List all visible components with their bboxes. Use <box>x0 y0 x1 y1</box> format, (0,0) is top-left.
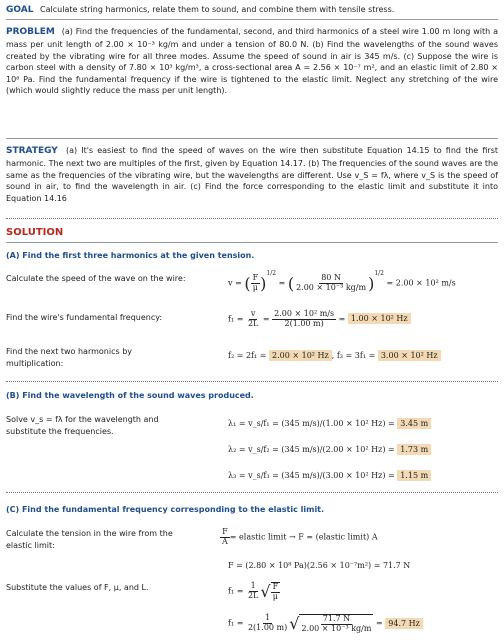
one-over-length <box>246 614 289 633</box>
lambda3-result: 1.15 m <box>397 470 431 481</box>
twol-symbol-c: 2L <box>247 591 259 601</box>
v-symbol: v <box>250 309 256 318</box>
wavelength-line-3 <box>228 470 431 482</box>
problem-text: (a) Find the frequencies of the fundamental, second, and third harmonics of a steel wire 1.00 m long with a mass per unit length of 2.00 × 10⁻³ kg/m and under a tension of 80.0 N. (b) Find the wavelengths of the sound waves created by the vibrating wire for all three modes. Assume the speed of sound in air is 345 m/s. (c) Suppose the wire is carbon steel with a density of 7.80 × 10³ kg/m³, a cross-sectional area A = 2.56 × 10⁻⁷ m², and an elastic limit of 2.80 × 10⁸ Pa. Find the fundamental frequency if the wire is tightened to the elastic limit. Neglect any stretching of the wire (which would slightly reduce the mass per unit length). <box>6 27 499 96</box>
part-a-step3-equation <box>228 350 441 362</box>
lambda2-expr: λ₂ = v_s/f₂ = (345 m/s)/(2.00 × 10² Hz) = <box>228 445 398 454</box>
part-a-step2-equation: f₁ = $\frac{v}{2L}$ = $\frac{\text{2.00 × 10² m/s}}{2(1.00 m)}$ = 1.00 × 10² Hz <box>228 310 411 329</box>
strategy-block <box>6 145 498 204</box>
part-c-step1-text: Calculate the tension in the wire from the elastic limit: <box>6 529 173 550</box>
f3-result: 3.00 × 10² Hz <box>378 350 441 361</box>
part-c-step2-line2 <box>228 612 423 635</box>
part-b-divider <box>6 492 498 493</box>
part-c-step1-line1 <box>220 528 378 547</box>
part-a-divider <box>6 381 498 382</box>
goal-block <box>6 4 496 17</box>
part-b-step-text: Solve v_s = fλ for the wavelength and substitute the frequencies. <box>6 415 159 436</box>
tension-value-c: 71.7 N <box>322 613 351 623</box>
f2-result: 2.00 × 10² Hz <box>269 350 332 361</box>
problem-block <box>6 26 498 97</box>
exponent-a: 1/2 <box>266 270 277 277</box>
exponent-b: 1/2 <box>374 270 384 277</box>
lambda2-result: 1.73 m <box>397 444 431 455</box>
part-a-step1-text: Calculate the speed of the wave on the wire: <box>6 274 186 283</box>
part-a-step1-equation: v = ( $\frac{F}{\mu}$ )$^{1/2}$ = ( $\frac{80 N}{\text{2.00 × 10⁻³ kg/m}}$ )$^{1/2}$ = 2.00 × 10² m/s <box>228 270 456 293</box>
elastic-limit-frequency-result: 94.7 Hz <box>385 618 423 629</box>
part-c-step2-text: Substitute the values of F, μ, and L. <box>6 583 149 592</box>
f2-expr: f₂ = 2f₁ = <box>228 351 270 360</box>
part-c-step1-line2: F = (2.80 × 10⁸ Pa)(2.56 × 10⁻⁷m²) = 71.7 N <box>228 561 411 570</box>
goal-label: GOAL <box>6 5 34 15</box>
wavelength-line-2 <box>228 444 431 456</box>
one-over-2l <box>246 582 260 601</box>
a-symbol-c: A <box>222 536 228 546</box>
mu-symbol-c: μ <box>272 591 278 601</box>
part-a-step3-text: Find the next two harmonics by multiplication: <box>6 347 133 368</box>
part-a-step2-text: Find the wire's fundamental frequency: <box>6 313 163 322</box>
lambda1-expr: λ₁ = v_s/f₁ = (345 m/s)/(1.00 × 10² Hz) = <box>228 419 398 428</box>
f-over-a <box>220 528 230 547</box>
part-c-step2-line1 <box>228 580 280 603</box>
tension-over-density <box>294 274 368 293</box>
goal-text: Calculate string harmonics, relate them to sound, and combine them with tensile stress. <box>40 5 395 14</box>
equals-sign: = <box>376 618 383 628</box>
speed-over-length <box>272 310 336 329</box>
part-b-heading: (B) Find the wavelength of the sound waves produced. <box>6 391 254 400</box>
elastic-limit-relation: = elastic limit → F = (elastic limit) A <box>229 532 378 542</box>
lambda3-expr: λ₃ = v_s/f₃ = (345 m/s)/(3.00 × 10² Hz) = <box>228 471 398 480</box>
f1-c2-lhs: f₁ = <box>228 618 246 628</box>
strategy-label: STRATEGY <box>6 146 58 156</box>
tension-over-density-c <box>299 614 373 634</box>
speed-value: 2.00 × 10² m/s <box>274 309 335 318</box>
f1-lhs: f₁ = <box>228 314 246 324</box>
f-symbol-c2: F <box>272 581 279 591</box>
part-a-heading: (A) Find the first three harmonics at the given tension. <box>6 251 255 260</box>
length-value: 2(1.00 m) <box>284 318 324 328</box>
one-symbol: 1 <box>250 581 256 591</box>
one-symbol-b: 1 <box>265 613 271 623</box>
wavelength-line-1 <box>228 418 431 430</box>
f1-c-lhs: f₁ = <box>228 586 246 596</box>
sqrt-symbol-a: √ <box>260 582 271 601</box>
solution-divider <box>6 242 498 243</box>
twol-symbol: 2L <box>247 318 259 328</box>
f-over-mu <box>251 274 261 293</box>
strategy-divider <box>6 218 498 219</box>
density-value: 2.00 × 10⁻³ kg/m <box>296 283 367 293</box>
strategy-text: (a) It's easiest to find the speed of waves on the wire then substitute Equation 14.15 to find the first harmonic. The next two are multiples of the first, given by Equation 14.17. (b) The frequencies of the sound waves are the same as the frequencies of the vibrating wire, but the wavelengths are different. Use v_S = fλ, where v_S is the speed of sound in air, to find the wavelength in air. (c) Find the force corresponding to the elastic limit and substitute it into Equation 14.16 <box>6 146 498 203</box>
f-over-mu-c <box>271 582 281 602</box>
mu-symbol: μ <box>252 283 258 293</box>
length-value-c: 2(1.00 m) <box>247 623 288 633</box>
speed-result: = 2.00 × 10² m/s <box>386 278 456 288</box>
v-over-2l <box>246 310 260 329</box>
lambda1-result: 3.45 m <box>397 418 431 429</box>
solution-label: SOLUTION <box>6 227 64 238</box>
f-symbol-c: F <box>222 527 228 536</box>
problem-label: PROBLEM <box>6 27 55 37</box>
fundamental-frequency-result: 1.00 × 10² Hz <box>348 313 411 324</box>
f-symbol: F <box>252 273 259 283</box>
part-c-heading: (C) Find the fundamental frequency corresponding to the elastic limit. <box>6 505 325 514</box>
goal-divider <box>6 19 498 20</box>
part-a-step1-lhs: v = <box>228 278 245 288</box>
tension-value: 80 N <box>321 273 341 283</box>
problem-divider <box>6 138 498 139</box>
sqrt-symbol-b: √ <box>289 614 300 633</box>
f3-expr: , f₃ = 3f₁ = <box>331 351 378 360</box>
density-value-c: 2.00 × 10⁻³ kg/m <box>301 623 372 633</box>
